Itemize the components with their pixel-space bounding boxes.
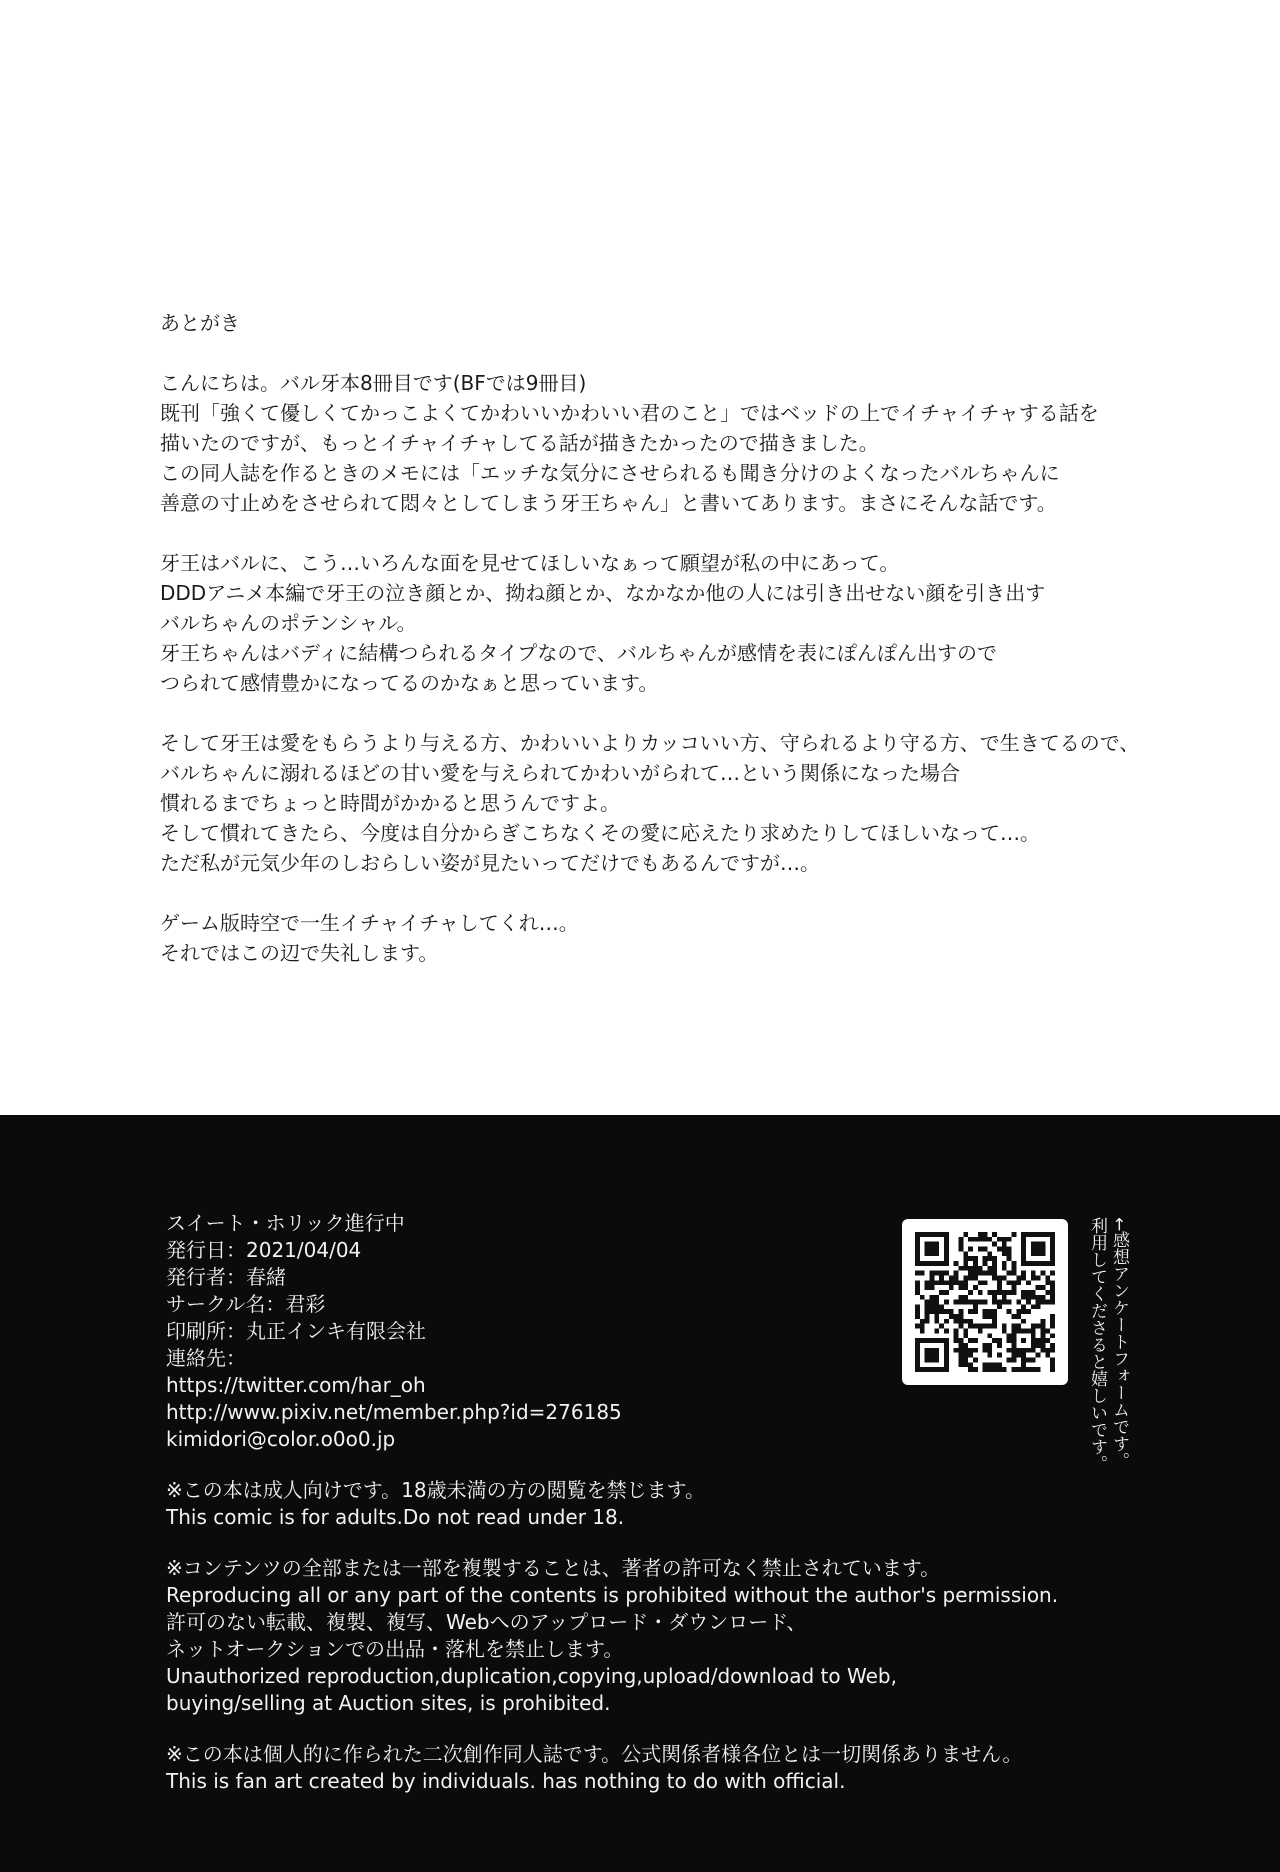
notice-line: ※この本は成人向けです。18歳未満の方の閲覧を禁じます。 — [166, 1478, 706, 1502]
contact-email: kimidori@color.o0o0.jp — [166, 1427, 396, 1451]
afterword-paragraph-2 — [160, 548, 1160, 698]
contact-pixiv: http://www.pixiv.net/member.php?id=276185 — [166, 1400, 622, 1424]
afterword-line: 牙王ちゃんはバディに結構つられるタイプなので、バルちゃんが感情を表にぽんぽん出すので — [160, 641, 997, 665]
afterword-paragraph-4 — [160, 908, 1160, 968]
contact-twitter: https://twitter.com/har_oh — [166, 1373, 426, 1397]
afterword-line: そして牙王は愛をもらうより与える方、かわいいよりカッコいい方、守られるより守る方、で生きてるので、 — [160, 731, 1140, 755]
afterword-title: あとがき — [160, 311, 240, 335]
afterword-line: それではこの辺で失礼します。 — [160, 941, 439, 965]
survey-note-line: 利用してくださると嬉しいです。 — [1087, 1217, 1107, 1472]
afterword-line: ゲーム版時空で一生イチャイチャしてくれ…。 — [160, 911, 579, 935]
circle-name: サークル名：君彩 — [166, 1292, 326, 1316]
afterword-line: こんにちは。バル牙本8冊目です(BFでは9冊目) — [160, 371, 587, 395]
issue-date: 発行日：2021/04/04 — [166, 1238, 362, 1262]
notice-line: 許可のない転載、複製、複写、Webへのアップロード・ダウンロード、 — [166, 1610, 807, 1634]
afterword-line: 描いたのですが、もっとイチャイチャしてる話が描きたかったので描きました。 — [160, 431, 879, 455]
fanwork-notice — [166, 1741, 1106, 1795]
notice-line: ※コンテンツの全部または一部を複製することは、著者の許可なく禁止されています。 — [166, 1556, 941, 1580]
contact-label: 連絡先： — [166, 1346, 246, 1370]
afterword-line: バルちゃんのポテンシャル。 — [160, 611, 417, 635]
afterword-line: 善意の寸止めをさせられて悶々としてしまう牙王ちゃん」と書いてあります。まさにそんな話です。 — [160, 491, 1057, 515]
survey-qr-code[interactable] — [902, 1219, 1068, 1385]
afterword-line: DDDアニメ本編で牙王の泣き顔とか、拗ね顔とか、なかなか他の人には引き出せない顔を引き出す — [160, 581, 1046, 605]
notice-line: ※この本は個人的に作られた二次創作同人誌です。公式関係者様各位とは一切関係ありません。 — [166, 1742, 1023, 1766]
afterword-paragraph-3 — [160, 728, 1160, 878]
afterword-line: 牙王はバルに、こう…いろんな面を見せてほしいなぁって願望が私の中にあって。 — [160, 551, 900, 575]
qr-code-icon — [915, 1232, 1055, 1372]
survey-note-line: ←感想アンケートフォームです。 — [1109, 1217, 1129, 1470]
afterword-line: 慣れるまでちょっと時間がかかると思うんですよ。 — [160, 791, 620, 815]
afterword-line: ただ私が元気少年のしおらしい姿が見たいってだけでもあるんですが…。 — [160, 851, 820, 875]
notice-line: ネットオークションでの出品・落札を禁止します。 — [166, 1637, 624, 1661]
afterword-line: 既刊「強くて優しくてかっこよくてかわいいかわいい君のこと」ではベッドの上でイチャイチャする話を — [160, 401, 1099, 425]
notice-line: Reproducing all or any part of the contents is prohibited without the author's permission. — [166, 1583, 1059, 1607]
afterword-paragraph-1 — [160, 368, 1160, 518]
notice-line: buying/selling at Auction sites, is prohibited. — [166, 1691, 611, 1715]
colophon-band — [0, 1115, 1280, 1872]
afterword-line: バルちゃんに溺れるほどの甘い愛を与えられてかわいがられて…という関係になった場合 — [160, 761, 960, 785]
notice-line: This comic is for adults.Do not read under 18. — [166, 1505, 625, 1529]
afterword-line: つられて感情豊かになってるのかなぁと思っています。 — [160, 671, 659, 695]
adult-notice — [166, 1477, 1106, 1531]
afterword-line: この同人誌を作るときのメモには「エッチな気分にさせられるも聞き分けのよくなったバルちゃんに — [160, 461, 1060, 485]
notice-line: This is fan art created by individuals. has nothing to do with official. — [166, 1769, 846, 1793]
afterword-line: そして慣れてきたら、今度は自分からぎこちなくその愛に応えたり求めたりしてほしいなって…。 — [160, 821, 1040, 845]
printer: 印刷所：丸正インキ有限会社 — [166, 1319, 426, 1343]
copy-notice — [166, 1555, 1106, 1717]
notice-line: Unauthorized reproduction,duplication,copying,upload/download to Web, — [166, 1664, 897, 1688]
publisher: 発行者：春緒 — [166, 1265, 286, 1289]
book-title: スイート・ホリック進行中 — [166, 1211, 405, 1235]
survey-note — [1086, 1217, 1130, 1577]
afterword — [160, 308, 1160, 998]
